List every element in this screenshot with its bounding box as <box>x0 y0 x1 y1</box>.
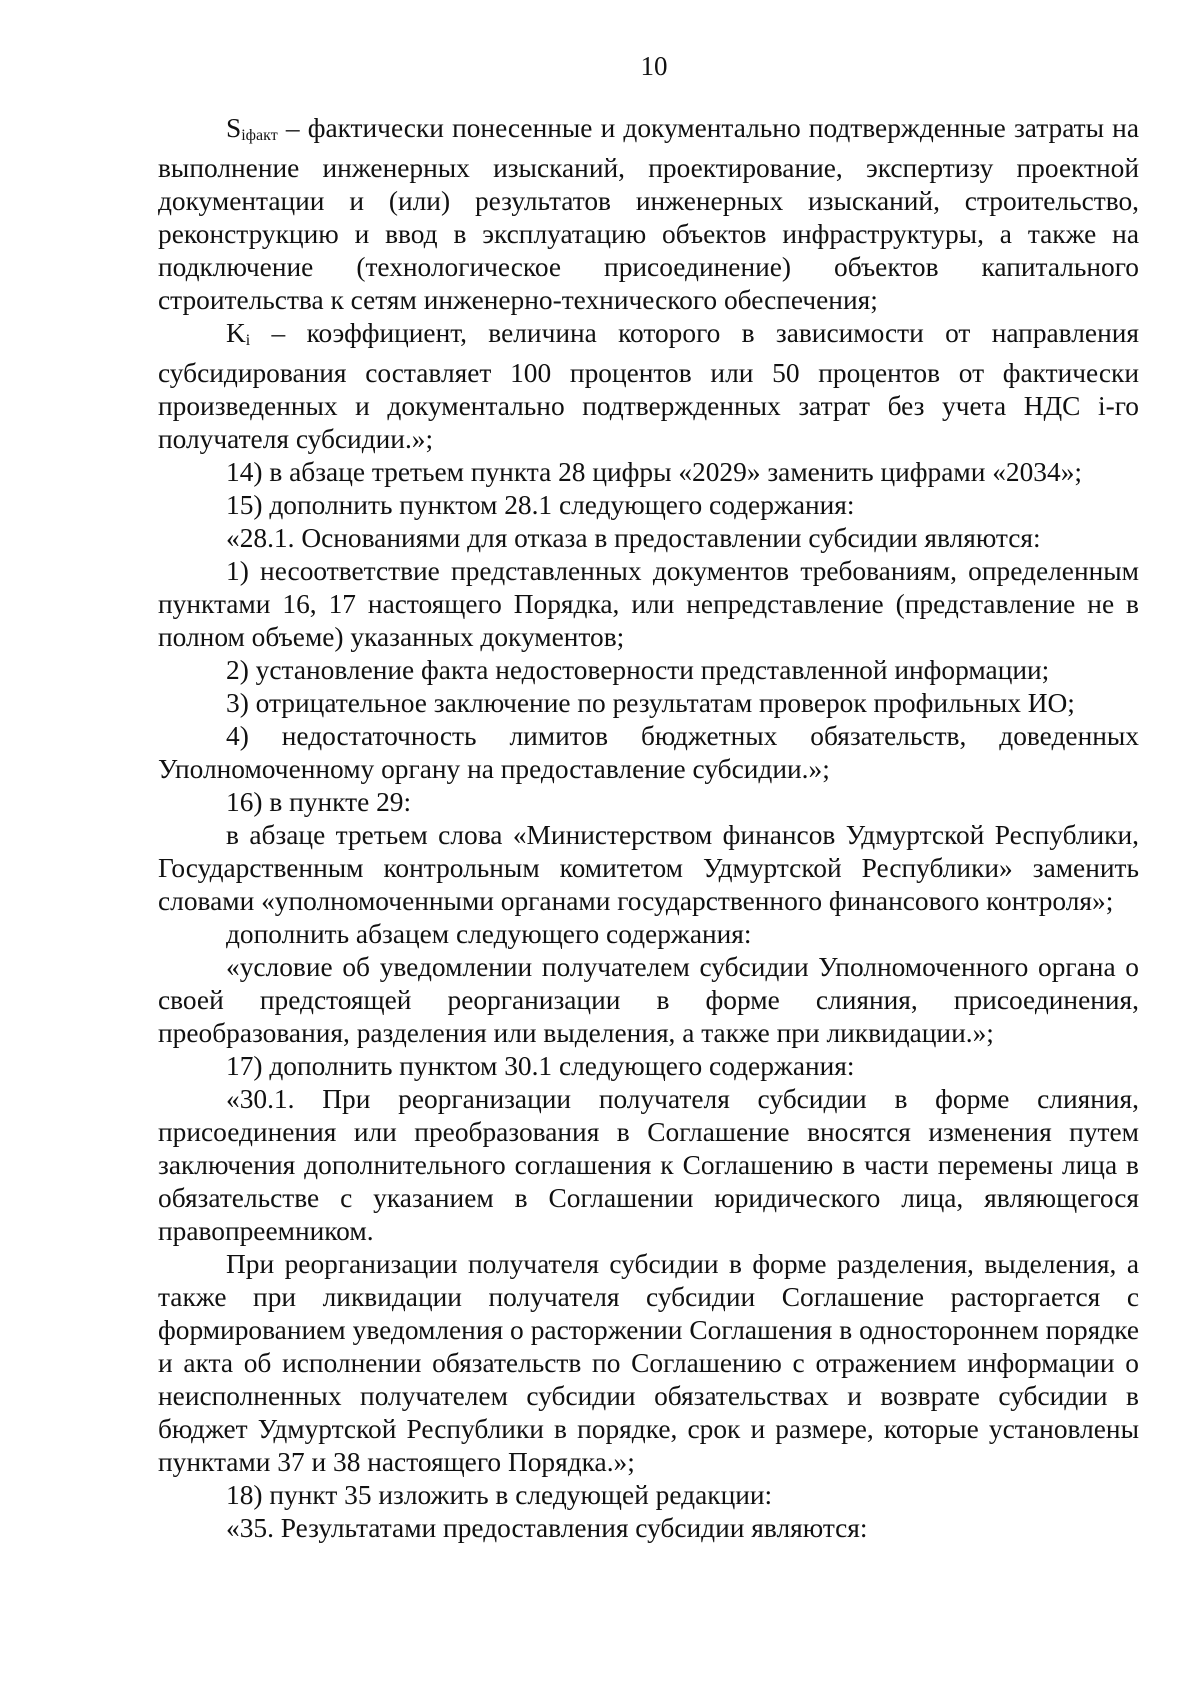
formula-subscript-k: i <box>245 332 251 349</box>
definition-text-k: – коэффициент, величина которого в зависимости от направления субсидирования составляет 100 процентов или 50 процентов от фактически произведенных и документально подтвержденных затрат без учета НДС i-го получателя субсидии.»; <box>158 318 1139 454</box>
paragraph-item-16-b: дополнить абзацем следующего содержания: <box>226 919 752 949</box>
paragraph-item-16-c: «условие об уведомлении получателем субсидии Уполномоченного органа о своей предстоящей реорганизации в форме слияния, присоединения, преобразования, разделения или выделения, а также при ликвидации.»; <box>158 952 1139 1048</box>
definition-text-s: – фактически понесенные и документально подтвержденные затраты на выполнение инженерных изысканий, проектирование, экспертизу проектной документации и (или) результатов инженерных изысканий, строительство, реконструкцию и ввод в эксплуатацию объектов инфраструктуры, а также на подключение (технологическое присоединение) объектов капитального строительства к сетям инженерно-технического обеспечения; <box>158 113 1139 315</box>
paragraph-28-1-item-1: 1) несоответствие представленных документов требованиям, определенным пунктами 16, 17 настоящего Порядка, или непредставление (представление не в полном объеме) указанных документов; <box>158 556 1139 652</box>
paragraph-item-18: 18) пункт 35 изложить в следующей редакции: <box>226 1480 773 1510</box>
formula-symbol-k: K <box>226 318 246 348</box>
document-body <box>158 112 1139 1545</box>
paragraph-35: «35. Результатами предоставления субсидии являются: <box>226 1513 868 1543</box>
paragraph-s-definition <box>158 112 1139 317</box>
paragraph-28-1-item-2: 2) установление факта недостоверности представленной информации; <box>226 655 1050 685</box>
paragraph-30-1-second: При реорганизации получателя субсидии в форме разделения, выделения, а также при ликвидации получателя субсидии Соглашение расторгается с формированием уведомления о расторжении Соглашения в одностороннем порядке и акта об исполнении обязательств по Соглашению с отражением информации о неисполненных получателем субсидии обязательствах и возврате субсидии в бюджет Удмуртской Республики в порядке, срок и размере, которые установлены пунктами 37 и 38 настоящего Порядка.»; <box>158 1249 1139 1477</box>
paragraph-30-1: «30.1. При реорганизации получателя субсидии в форме слияния, присоединения или преобразования в Соглашение вносятся изменения путем заключения дополнительного соглашения к Соглашению в части перемены лица в обязательстве с указанием в Соглашении юридического лица, являющегося правопреемником. <box>158 1084 1139 1246</box>
paragraph-28-1-item-4: 4) недостаточность лимитов бюджетных обязательств, доведенных Уполномоченному органу на предоставление субсидии.»; <box>158 721 1139 784</box>
paragraph-28-1: «28.1. Основаниями для отказа в предоставлении субсидии являются: <box>226 523 1041 553</box>
paragraph-item-17: 17) дополнить пунктом 30.1 следующего содержания: <box>226 1051 855 1081</box>
paragraph-item-16: 16) в пункте 29: <box>226 787 412 817</box>
paragraph-item-16-a: в абзаце третьем слова «Министерством финансов Удмуртской Республики, Государственным контрольным комитетом Удмуртской Республики» заменить словами «уполномоченными органами государственного финансового контроля»; <box>158 820 1139 916</box>
paragraph-28-1-item-3: 3) отрицательное заключение по результатам проверок профильных ИО; <box>226 688 1075 718</box>
paragraph-k-definition <box>158 317 1139 456</box>
paragraph-item-14: 14) в абзаце третьем пункта 28 цифры «2029» заменить цифрами «2034»; <box>226 457 1082 487</box>
paragraph-item-15: 15) дополнить пунктом 28.1 следующего содержания: <box>226 490 855 520</box>
formula-subscript-s: iфакт <box>241 127 278 144</box>
page-number: 10 <box>640 51 668 81</box>
formula-symbol-s: S <box>226 113 242 143</box>
